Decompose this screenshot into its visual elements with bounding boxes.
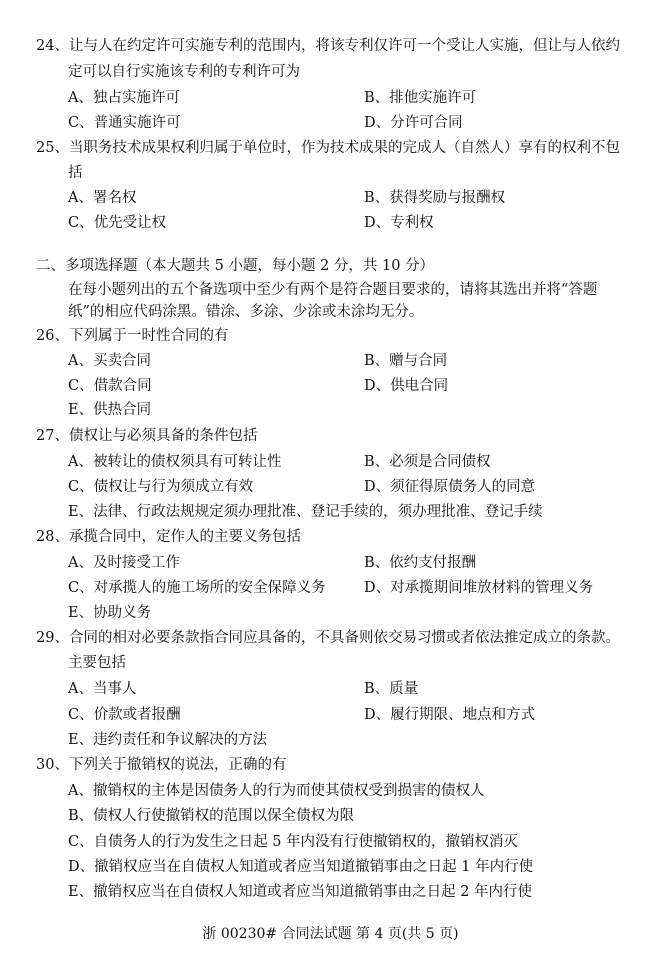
q28-option-d: D、对承揽期间堆放材料的管理义务	[364, 580, 594, 596]
q29-option-e: E、违约责任和争议解决的方法	[68, 732, 268, 748]
q26-option-d: D、供电合同	[364, 378, 449, 394]
q25-option-c: C、优先受让权	[68, 215, 167, 231]
q25-option-b: B、获得奖励与报酬权	[364, 190, 506, 206]
q27-option-d: D、须征得原债务人的同意	[364, 479, 536, 495]
q25-option-d: D、专利权	[364, 215, 434, 231]
q30-option-a: A、撤销权的主体是因债务人的行为而使其债权受到损害的债权人	[68, 783, 485, 799]
q24-stem: 24、让与人在约定许可实施专利的范围内，将该专利仅许可一个受让人实施，但让与人依约	[36, 38, 620, 54]
q28-option-b: B、依约支付报酬	[364, 555, 477, 571]
q24-option-b: B、排他实施许可	[364, 90, 477, 106]
q26-option-e: E、供热合同	[68, 402, 152, 418]
q29-option-b: B、质量	[364, 681, 419, 697]
q28-option-a: A、及时接受工作	[68, 555, 180, 571]
q28-stem: 28、承揽合同中，定作人的主要义务包括	[36, 529, 301, 545]
q29-option-d: D、履行期限、地点和方式	[364, 707, 536, 723]
q29-option-c: C、价款或者报酬	[68, 707, 181, 723]
q27-option-e: E、法律、行政法规规定须办理批准、登记手续的，须办理批准、登记手续	[68, 504, 543, 520]
q24-option-d: D、分许可合同	[364, 115, 463, 131]
section2-instructions-line2: 纸”的相应代码涂黑。错涂、多涂、少涂或未涂均无分。	[68, 304, 424, 320]
q29-stem: 29、合同的相对必要条款指合同应具备的，不具备则依交易习惯或者依法推定成立的条款。	[36, 630, 620, 646]
q26-option-b: B、赠与合同	[364, 353, 448, 369]
q30-option-c: C、自债务人的行为发生之日起 5 年内没有行使撤销权的，撤销权消灭	[68, 834, 519, 850]
q24-stem-cont: 定可以自行实施该专利的专利许可为	[68, 64, 300, 80]
q26-option-a: A、买卖合同	[68, 353, 151, 369]
page-footer: 浙 00230# 合同法试题 第 4 页(共 5 页)	[202, 926, 459, 942]
q26-option-c: C、借款合同	[68, 378, 152, 394]
q30-option-d: D、撤销权应当在自债权人知道或者应当知道撤销事由之日起 1 年内行使	[68, 859, 534, 875]
q26-stem: 26、下列属于一时性合同的有	[36, 328, 229, 344]
q30-option-b: B、债权人行使撤销权的范围以保全债权为限	[68, 808, 355, 824]
q27-stem: 27、债权让与必须具备的条件包括	[36, 428, 258, 444]
q25-stem: 25、当职务技术成果权利归属于单位时，作为技术成果的完成人（自然人）享有的权利不包	[36, 140, 620, 156]
q24-option-a: A、独占实施许可	[68, 90, 180, 106]
q25-option-a: A、署名权	[68, 190, 137, 206]
section2-instructions-line1: 在每小题列出的五个备选项中至少有两个是符合题目要求的，请将其选出并将“答题	[68, 282, 598, 298]
q28-option-e: E、协助义务	[68, 605, 152, 621]
q29-option-a: A、当事人	[68, 681, 137, 697]
q27-option-a: A、被转让的债权须具有可转让性	[68, 454, 282, 470]
q27-option-b: B、必须是合同债权	[364, 454, 491, 470]
q30-option-e: E、撤销权应当在自债权人知道或者应当知道撤销事由之日起 2 年内行使	[68, 884, 533, 900]
q30-stem: 30、下列关于撤销权的说法，正确的有	[36, 757, 287, 773]
q27-option-c: C、债权让与行为须成立有效	[68, 479, 254, 495]
q24-option-c: C、普通实施许可	[68, 115, 181, 131]
q25-stem-cont: 括	[68, 165, 83, 181]
q29-stem-cont: 主要包括	[68, 655, 126, 671]
q28-option-c: C、对承揽人的施工场所的安全保障义务	[68, 580, 326, 596]
section2-title: 二、多项选择题（本大题共 5 小题，每小题 2 分，共 10 分）	[36, 258, 435, 274]
